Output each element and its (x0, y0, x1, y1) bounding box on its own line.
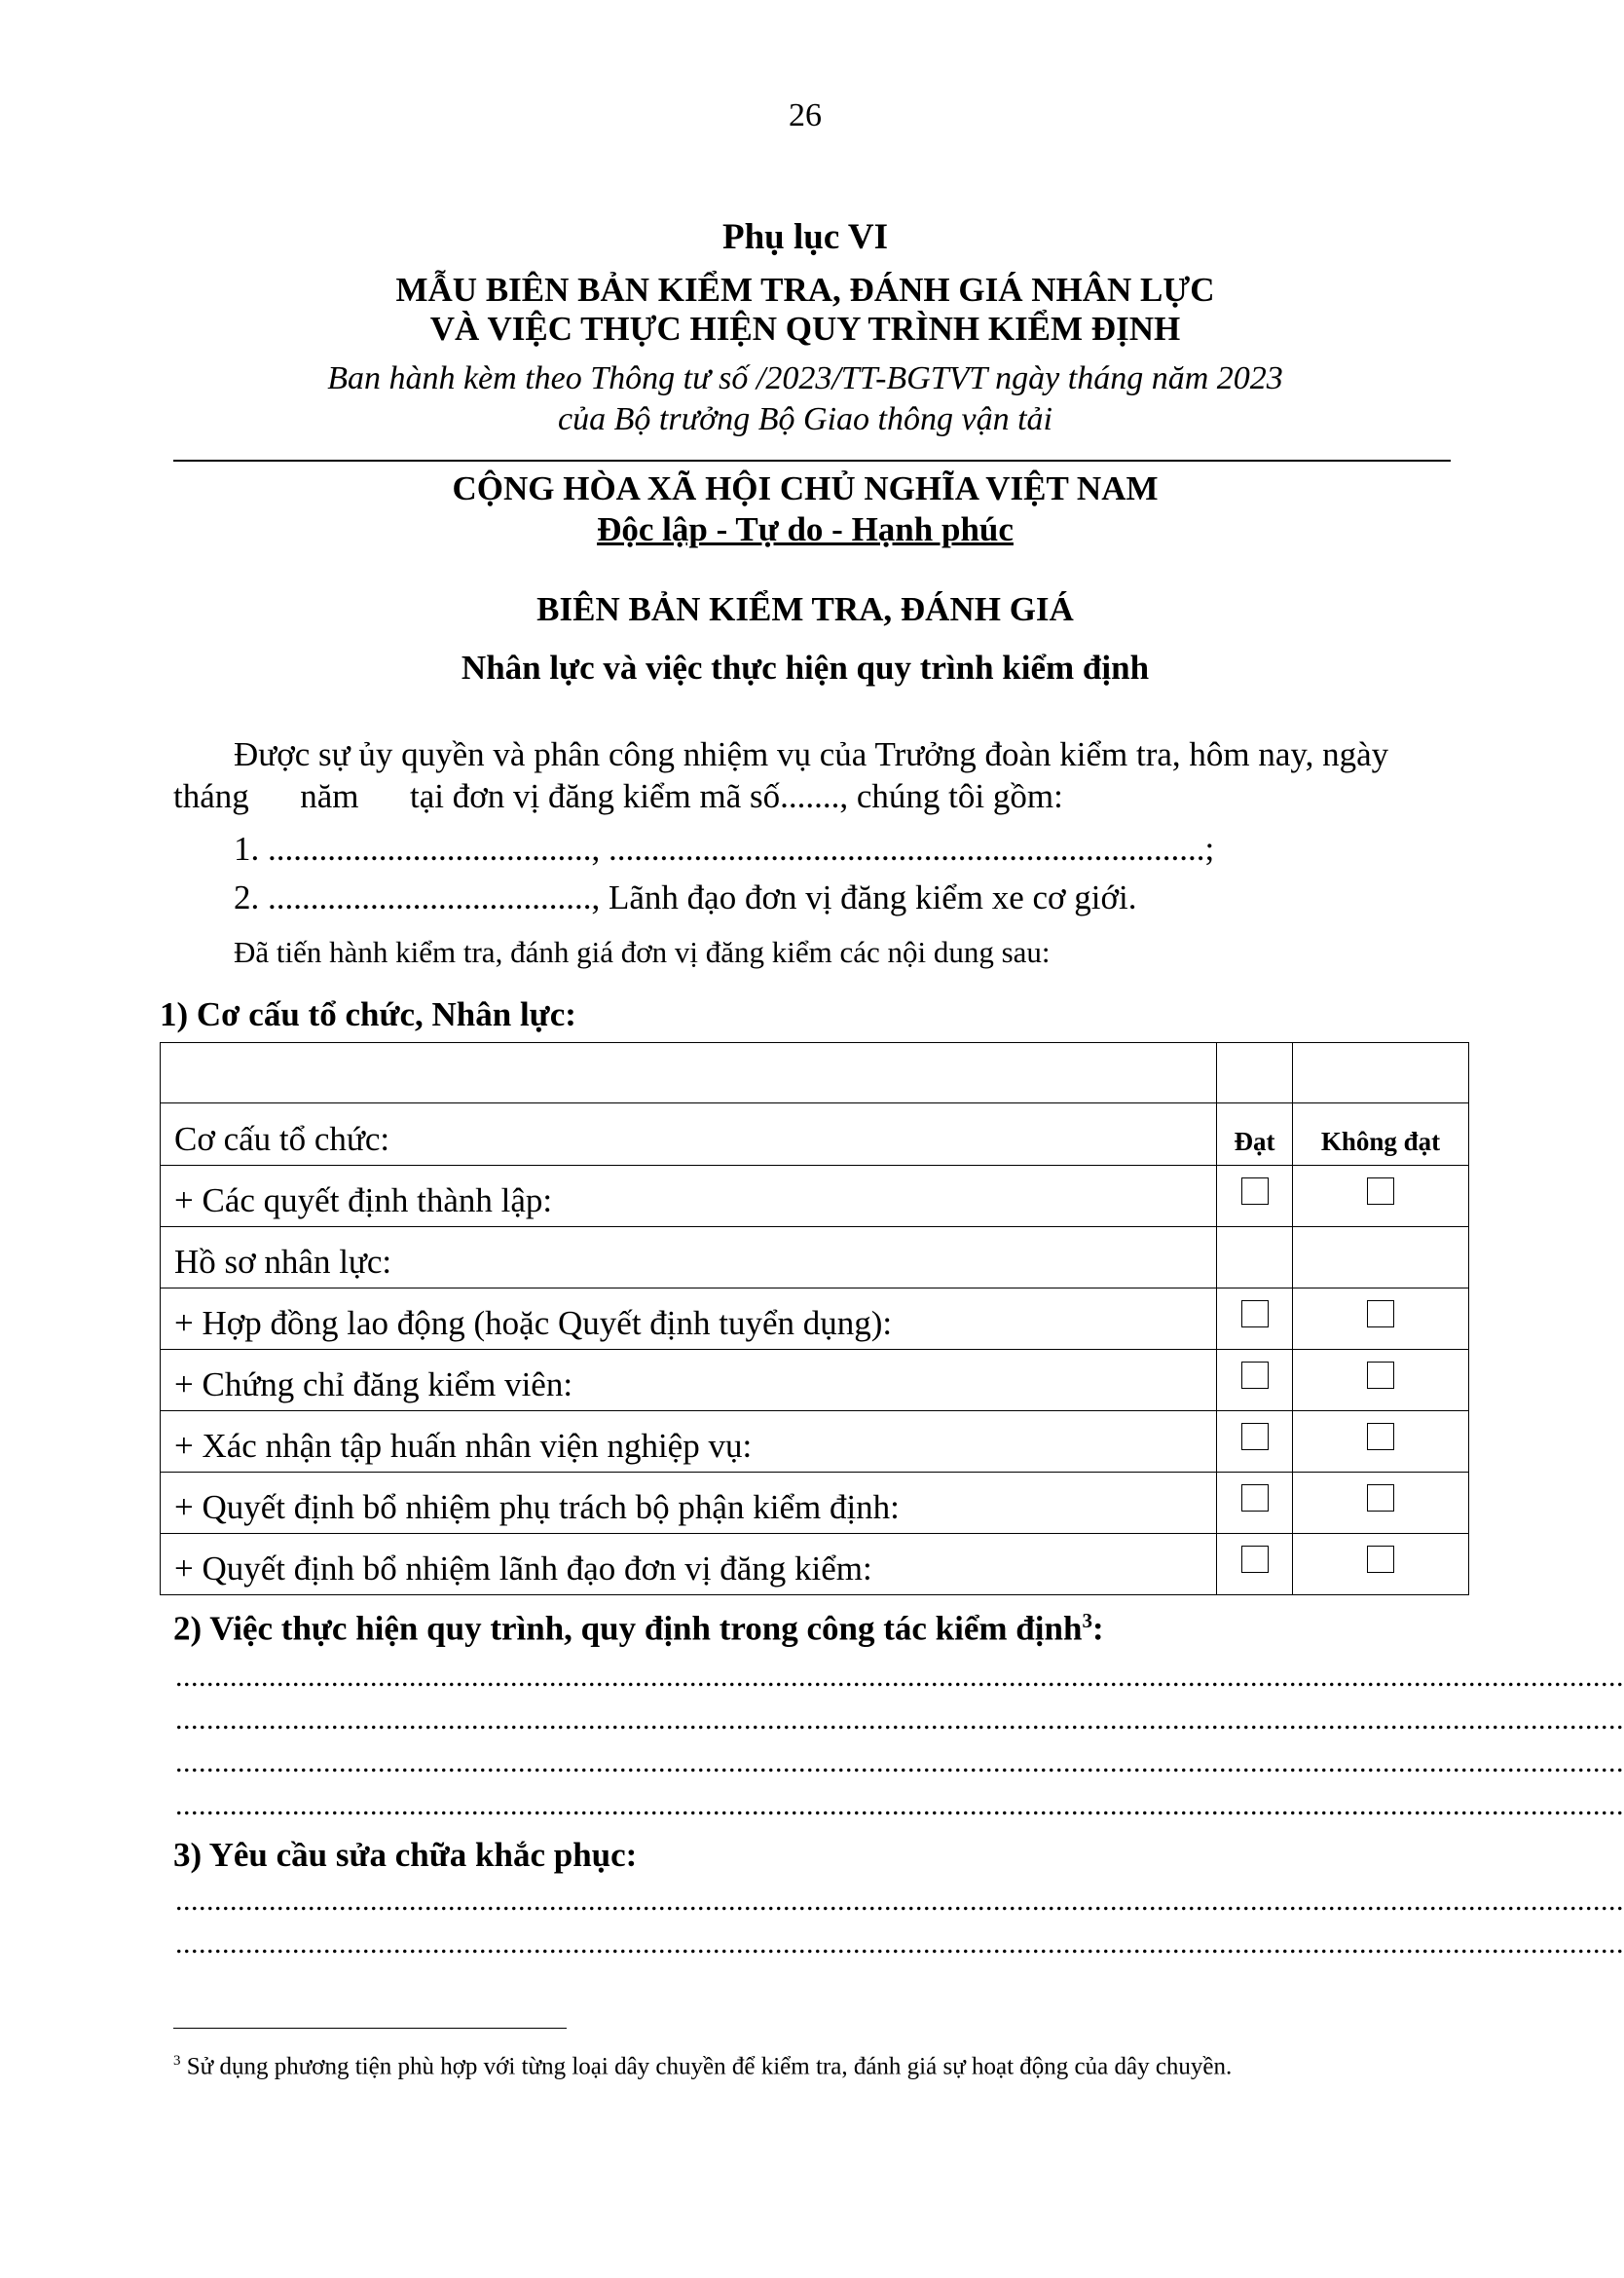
fill-line[interactable]: .......................................................................................................................................................................................... (175, 1789, 1624, 1821)
country-name: CỘNG HÒA XÃ HỘI CHỦ NGHĨA VIỆT NAM (452, 469, 1159, 507)
footnote-separator (173, 2028, 567, 2029)
issued-line1: Ban hành kèm theo Thông tư số /2023/TT-BGTVT ngày tháng năm 2023 (327, 360, 1283, 396)
table-blank-row (161, 1043, 1469, 1103)
section3-heading: 3) Yêu cầu sửa chữa khắc phục: (173, 1836, 638, 1874)
section1-heading: 1) Cơ cấu tổ chức, Nhân lực: (160, 995, 576, 1033)
evaluation-table (160, 1042, 1469, 1595)
issued-line2: của Bộ trưởng Bộ Giao thông vận tải (558, 401, 1052, 437)
footnote-number: 3 (173, 2053, 181, 2069)
row-label: + Các quyết định thành lập: (161, 1166, 1217, 1227)
appendix-label: Phụ lục VI (722, 217, 888, 257)
fail-checkbox[interactable] (1367, 1177, 1394, 1205)
header-divider (173, 460, 1451, 462)
section2-heading-text: 2) Việc thực hiện quy trình, quy định trong công tác kiểm định (173, 1609, 1083, 1648)
empty-cell (1293, 1227, 1469, 1288)
intro-line2: tháng năm tại đơn vị đăng kiểm mã số......., chúng tôi gồm: (173, 777, 1063, 815)
conducted-statement: Đã tiến hành kiểm tra, đánh giá đơn vị đăng kiểm các nội dung sau: (234, 935, 1051, 969)
row-label: + Chứng chỉ đăng kiểm viên: (161, 1350, 1217, 1411)
fail-checkbox[interactable] (1367, 1300, 1394, 1327)
form-title: BIÊN BẢN KIỂM TRA, ĐÁNH GIÁ (536, 590, 1074, 628)
pass-checkbox[interactable] (1241, 1177, 1269, 1205)
footnote-reference: 3 (1082, 1609, 1092, 1632)
pass-checkbox[interactable] (1241, 1300, 1269, 1327)
intro-line1: Được sự ủy quyền và phân công nhiệm vụ của Trưởng đoàn kiểm tra, hôm nay, ngày (234, 735, 1389, 773)
table-row (161, 1350, 1469, 1411)
table-row (161, 1166, 1469, 1227)
blank-cell (161, 1043, 1217, 1103)
pass-checkbox[interactable] (1241, 1484, 1269, 1512)
section2-heading: 2) Việc thực hiện quy trình, quy định trong công tác kiểm định$^3$: (173, 1609, 1104, 1648)
row-label: Cơ cấu tổ chức: (161, 1103, 1217, 1166)
pass-checkbox[interactable] (1241, 1546, 1269, 1573)
fill-line[interactable]: .......................................................................................................................................................................................... (175, 1661, 1624, 1693)
col-pass-header: Đạt (1217, 1103, 1293, 1166)
fill-line[interactable]: .......................................................................................................................................................................................... (175, 1703, 1624, 1736)
table-row (161, 1288, 1469, 1350)
footnote (173, 2053, 1232, 2080)
blank-cell (1217, 1043, 1293, 1103)
member-1-line: 1. ......................................, ......................................................................; (234, 830, 1215, 868)
row-label: + Hợp đồng lao động (hoặc Quyết định tuyển dụng): (161, 1288, 1217, 1350)
member-2-line: 2. ......................................, Lãnh đạo đơn vị đăng kiểm xe cơ giới. (234, 878, 1137, 916)
table-row (161, 1103, 1469, 1166)
fill-line[interactable]: .......................................................................................................................................................................................... (175, 1927, 1624, 1960)
fail-checkbox[interactable] (1367, 1546, 1394, 1573)
table-row (161, 1411, 1469, 1473)
template-title-line1: MẪU BIÊN BẢN KIỂM TRA, ĐÁNH GIÁ NHÂN LỰC (395, 271, 1215, 309)
footnote-text: Sử dụng phương tiện phù hợp với từng loại dây chuyền để kiểm tra, đánh giá sự hoạt động của dây chuyền. (186, 2053, 1233, 2080)
page-number: 26 (789, 97, 822, 133)
table-row (161, 1227, 1469, 1288)
template-title-line2: VÀ VIỆC THỰC HIỆN QUY TRÌNH KIỂM ĐỊNH (429, 310, 1181, 348)
row-label: + Xác nhận tập huấn nhân viện nghiệp vụ: (161, 1411, 1217, 1473)
fail-checkbox[interactable] (1367, 1484, 1394, 1512)
pass-checkbox[interactable] (1241, 1362, 1269, 1389)
national-slogan: Độc lập - Tự do - Hạnh phúc (597, 510, 1014, 548)
pass-checkbox[interactable] (1241, 1423, 1269, 1450)
fail-checkbox[interactable] (1367, 1423, 1394, 1450)
blank-cell (1293, 1043, 1469, 1103)
row-label: Hồ sơ nhân lực: (161, 1227, 1217, 1288)
table-row (161, 1473, 1469, 1534)
row-label: + Quyết định bổ nhiệm lãnh đạo đơn vị đăng kiểm: (161, 1534, 1217, 1595)
fail-checkbox[interactable] (1367, 1362, 1394, 1389)
row-label: + Quyết định bổ nhiệm phụ trách bộ phận kiểm định: (161, 1473, 1217, 1534)
fill-line[interactable]: .......................................................................................................................................................................................... (175, 1746, 1624, 1778)
form-subtitle: Nhân lực và việc thực hiện quy trình kiểm định (461, 649, 1150, 687)
table-row (161, 1534, 1469, 1595)
col-fail-header: Không đạt (1293, 1103, 1469, 1166)
fill-line[interactable]: .......................................................................................................................................................................................... (175, 1885, 1624, 1917)
empty-cell (1217, 1227, 1293, 1288)
